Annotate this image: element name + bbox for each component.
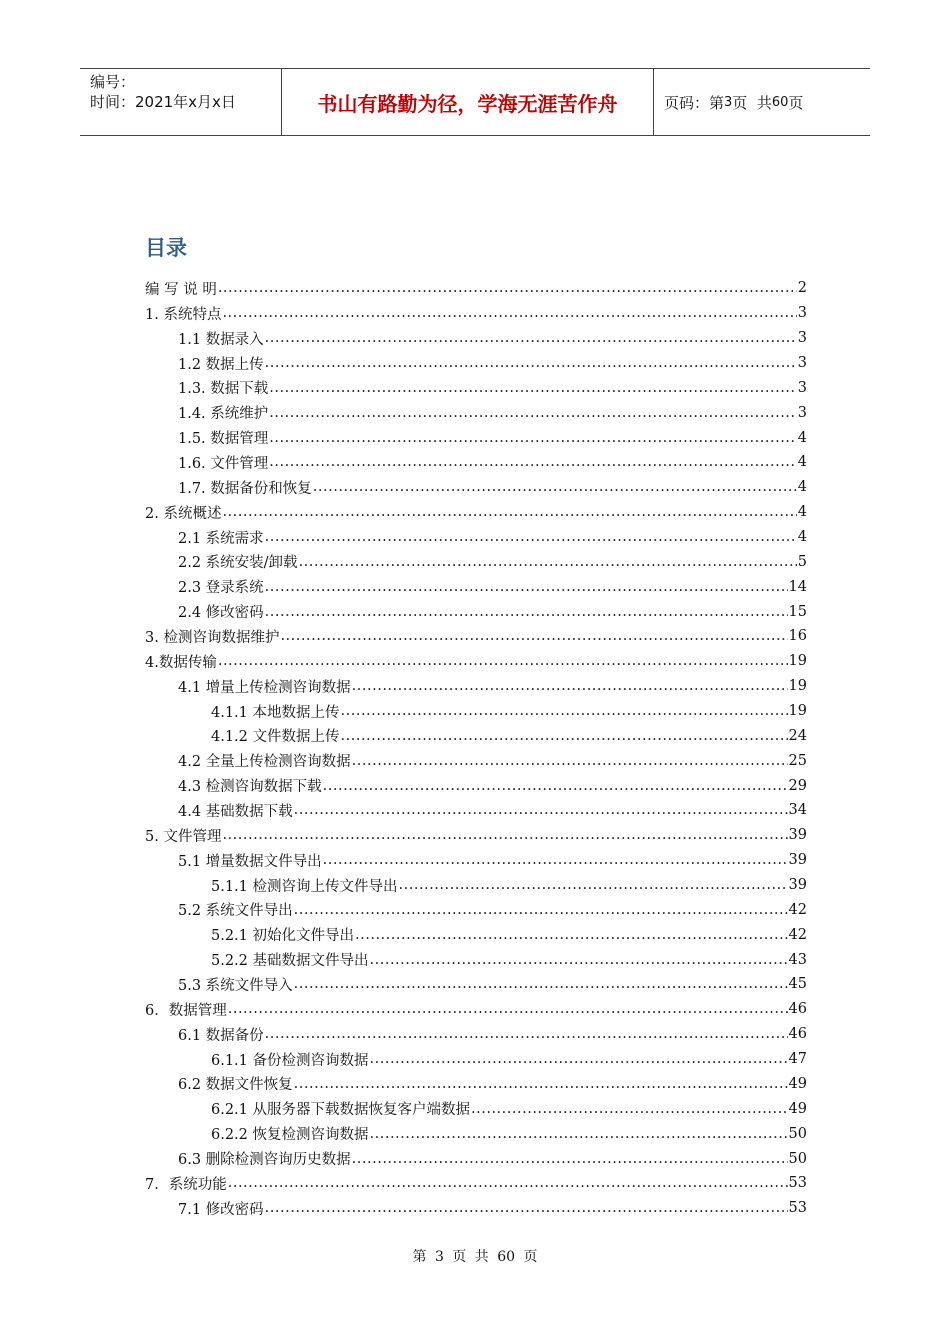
- toc-entry-text: 4.4 基础数据下载: [178, 803, 293, 820]
- toc-entry-text: 5.2.2 基础数据文件导出: [211, 953, 369, 970]
- toc-entry-page: 14: [788, 578, 807, 595]
- toc-leader-dots: [352, 1151, 788, 1167]
- page-header: [80, 68, 870, 136]
- toc-entry-text: 4.1.1 本地数据上传: [211, 704, 340, 721]
- toc-entry-page: 34: [788, 802, 807, 819]
- toc-entry-page: 4: [797, 454, 807, 471]
- toc-entry-page: 47: [788, 1051, 807, 1068]
- toc-entry[interactable]: [145, 997, 807, 1022]
- toc-entry-text: 6.2.1 从服务器下载数据恢复客户端数据: [211, 1102, 471, 1119]
- document-number-label: 编号：: [90, 73, 136, 91]
- toc-entry-text: 2. 系统概述: [145, 505, 222, 522]
- toc-entry[interactable]: [145, 425, 807, 450]
- toc-entry-page: 42: [788, 901, 807, 918]
- toc-entry-text: 1. 系统特点: [145, 306, 222, 323]
- toc-entry-page: 50: [788, 1125, 807, 1142]
- toc-entry-text: 1.5. 数据管理: [178, 431, 269, 448]
- toc-entry-text: 5. 文件管理: [145, 828, 222, 845]
- toc-entry-page: 4: [797, 504, 807, 521]
- toc-entry-text: 5.2 系统文件导出: [178, 903, 293, 920]
- toc-entry[interactable]: [145, 375, 807, 400]
- toc-entry-text: 1.1 数据录入: [178, 331, 264, 348]
- toc-entry-text: 2.2 系统安装/卸载: [178, 555, 298, 572]
- toc-leader-dots: [265, 330, 797, 346]
- toc-entry-text: 6.3 删除检测咨询历史数据: [178, 1152, 351, 1168]
- table-of-contents: [145, 276, 807, 1221]
- toc-leader-dots: [265, 579, 788, 595]
- toc-entry-text: 2.4 修改密码: [178, 605, 264, 622]
- toc-entry-text: 7．系统功能: [145, 1176, 227, 1193]
- toc-entry[interactable]: [145, 848, 807, 873]
- toc-entry[interactable]: [145, 525, 807, 550]
- toc-leader-dots: [222, 305, 796, 321]
- toc-entry-page: 15: [788, 603, 807, 620]
- toc-entry-page: 39: [788, 877, 807, 894]
- toc-entry[interactable]: [145, 1047, 807, 1072]
- toc-entry-page: 3: [797, 330, 807, 347]
- toc-entry-text: 4.1.2 文件数据上传: [211, 729, 340, 746]
- toc-entry[interactable]: [145, 748, 807, 773]
- toc-leader-dots: [313, 479, 797, 495]
- toc-leader-dots: [218, 280, 797, 296]
- toc-entry-page: 53: [788, 1175, 807, 1192]
- toc-entry[interactable]: [145, 599, 807, 624]
- toc-entry[interactable]: [145, 1196, 807, 1221]
- toc-leader-dots: [370, 1126, 788, 1142]
- toc-entry-page: 49: [788, 1100, 807, 1117]
- toc-entry-text: 1.7. 数据备份和恢复: [178, 480, 312, 497]
- toc-entry[interactable]: [145, 500, 807, 525]
- toc-entry[interactable]: [145, 897, 807, 922]
- toc-entry-page: 3: [797, 305, 807, 322]
- toc-entry-text: 1.3. 数据下载: [178, 381, 269, 398]
- toc-entry[interactable]: [145, 1096, 807, 1121]
- toc-entry-text: 编 写 说 明: [145, 281, 217, 298]
- toc-entry-text: 7.1 修改密码: [178, 1201, 264, 1218]
- toc-entry-page: 3: [797, 355, 807, 371]
- toc-entry-page: 49: [788, 1075, 807, 1092]
- toc-entry[interactable]: [145, 823, 807, 848]
- toc-entry[interactable]: [145, 798, 807, 823]
- toc-leader-dots: [218, 653, 788, 669]
- toc-entry-page: 29: [788, 777, 807, 794]
- toc-leader-dots: [399, 877, 788, 893]
- header-page-info: [654, 69, 870, 135]
- toc-entry[interactable]: [145, 301, 807, 326]
- toc-leader-dots: [269, 430, 796, 446]
- toc-entry-page: 4: [797, 479, 807, 496]
- toc-leader-dots: [265, 355, 797, 371]
- toc-entry-page: 16: [788, 628, 807, 645]
- toc-entry[interactable]: [145, 1146, 807, 1171]
- toc-entry-text: 5.1.1 检测咨询上传文件导出: [211, 878, 398, 895]
- toc-leader-dots: [352, 753, 788, 769]
- toc-leader-dots: [294, 902, 788, 918]
- toc-entry[interactable]: [145, 773, 807, 798]
- toc-entry[interactable]: [145, 549, 807, 574]
- toc-leader-dots: [299, 554, 797, 570]
- toc-entry-page: 46: [788, 1026, 807, 1043]
- toc-entry-text: 2.3 登录系统: [178, 580, 264, 597]
- header-motto: 书山有路勤为径，学海无涯苦作舟: [282, 69, 654, 135]
- toc-entry[interactable]: [145, 723, 807, 748]
- toc-entry[interactable]: [145, 873, 807, 898]
- toc-entry-page: 24: [788, 727, 807, 744]
- toc-entry[interactable]: [145, 674, 807, 699]
- toc-leader-dots: [370, 1051, 788, 1067]
- toc-entry[interactable]: [145, 947, 807, 972]
- page-total: 60: [771, 94, 789, 110]
- toc-leader-dots: [294, 1076, 788, 1092]
- toc-entry-page: 2: [797, 280, 807, 297]
- toc-entry-page: 3: [797, 404, 807, 421]
- toc-entry-page: 45: [788, 976, 807, 993]
- page-suffix: 页: [788, 93, 804, 112]
- toc-entry[interactable]: [145, 276, 807, 301]
- toc-title: 目录: [145, 236, 187, 260]
- toc-leader-dots: [228, 1175, 788, 1191]
- toc-entry-text: 1.6. 文件管理: [178, 455, 269, 472]
- toc-entry-page: 19: [788, 653, 807, 670]
- header-meta: [80, 69, 282, 135]
- toc-leader-dots: [370, 952, 788, 968]
- toc-entry-text: 1.4. 系统维护: [178, 406, 269, 423]
- document-time-label: 时间：2021年x月x日: [90, 93, 236, 111]
- toc-leader-dots: [294, 802, 788, 818]
- toc-leader-dots: [265, 529, 797, 545]
- toc-entry[interactable]: [145, 699, 807, 724]
- page-footer: 第 3 页 共 60 页: [412, 1249, 538, 1265]
- toc-entry-text: 6.1.1 备份检测咨询数据: [211, 1052, 369, 1069]
- toc-entry-page: 19: [788, 703, 807, 720]
- toc-entry-text: 3. 检测咨询数据维护: [145, 629, 280, 646]
- toc-entry-text: 1.2 数据上传: [178, 356, 264, 373]
- toc-leader-dots: [269, 454, 796, 470]
- toc-entry-page: 5: [797, 553, 807, 570]
- toc-entry-text: 6．数据管理: [145, 1002, 227, 1019]
- toc-leader-dots: [355, 927, 788, 943]
- toc-leader-dots: [323, 852, 788, 868]
- toc-entry-page: 42: [788, 926, 807, 943]
- toc-leader-dots: [280, 628, 787, 644]
- toc-entry[interactable]: [145, 624, 807, 649]
- toc-entry-page: 3: [797, 379, 807, 396]
- toc-entry-text: 5.3 系统文件导入: [178, 977, 293, 994]
- toc-leader-dots: [341, 703, 788, 719]
- toc-entry-page: 4: [797, 529, 807, 546]
- page-prefix: 页码：第: [664, 93, 725, 112]
- toc-entry-text: 4.数据传输: [145, 654, 217, 671]
- toc-leader-dots: [265, 604, 788, 620]
- toc-entry-page: 25: [788, 752, 807, 769]
- toc-entry[interactable]: [145, 574, 807, 599]
- toc-leader-dots: [265, 1200, 788, 1216]
- toc-entry-text: 4.3 检测咨询数据下载: [178, 779, 322, 796]
- toc-leader-dots: [269, 380, 796, 396]
- toc-leader-dots: [294, 976, 788, 992]
- toc-leader-dots: [341, 728, 788, 744]
- toc-entry-text: 4.2 全量上传检测咨询数据: [178, 754, 351, 771]
- toc-entry-page: 19: [788, 678, 807, 695]
- page-current: 3: [724, 94, 733, 110]
- toc-leader-dots: [269, 405, 796, 421]
- page-mid: 页 共: [732, 93, 772, 112]
- toc-entry-text: 6.2.2 恢复检测咨询数据: [211, 1127, 369, 1144]
- toc-entry-page: 4: [797, 429, 807, 446]
- toc-entry-text: 6.2 数据文件恢复: [178, 1077, 293, 1094]
- toc-entry-text: 5.1 增量数据文件导出: [178, 853, 322, 870]
- toc-entry[interactable]: [145, 326, 807, 351]
- toc-leader-dots: [323, 778, 788, 794]
- toc-entry[interactable]: [145, 475, 807, 500]
- toc-entry-text: 5.2.1 初始化文件导出: [211, 928, 355, 945]
- toc-entry-page: 46: [788, 1001, 807, 1018]
- toc-entry-text: 4.1 增量上传检测咨询数据: [178, 679, 351, 696]
- toc-entry-page: 39: [788, 852, 807, 869]
- toc-entry[interactable]: [145, 922, 807, 947]
- toc-entry[interactable]: [145, 400, 807, 425]
- toc-entry[interactable]: [145, 450, 807, 475]
- toc-entry-page: 43: [788, 951, 807, 968]
- toc-entry[interactable]: [145, 351, 807, 376]
- toc-entry-text: 6.1 数据备份: [178, 1027, 264, 1044]
- toc-leader-dots: [222, 827, 787, 843]
- toc-entry-page: 53: [788, 1200, 807, 1217]
- toc-leader-dots: [352, 678, 788, 694]
- toc-entry[interactable]: [145, 1171, 807, 1196]
- toc-entry-page: 39: [788, 827, 807, 844]
- toc-entry[interactable]: [145, 1072, 807, 1097]
- toc-entry-page: 50: [788, 1150, 807, 1167]
- toc-leader-dots: [228, 1001, 788, 1017]
- toc-entry[interactable]: [145, 972, 807, 997]
- toc-entry-text: 2.1 系统需求: [178, 530, 264, 547]
- toc-leader-dots: [222, 504, 796, 520]
- toc-leader-dots: [471, 1101, 788, 1117]
- toc-leader-dots: [265, 1026, 788, 1042]
- toc-entry[interactable]: [145, 1022, 807, 1047]
- toc-entry[interactable]: [145, 1121, 807, 1146]
- toc-entry[interactable]: [145, 649, 807, 674]
